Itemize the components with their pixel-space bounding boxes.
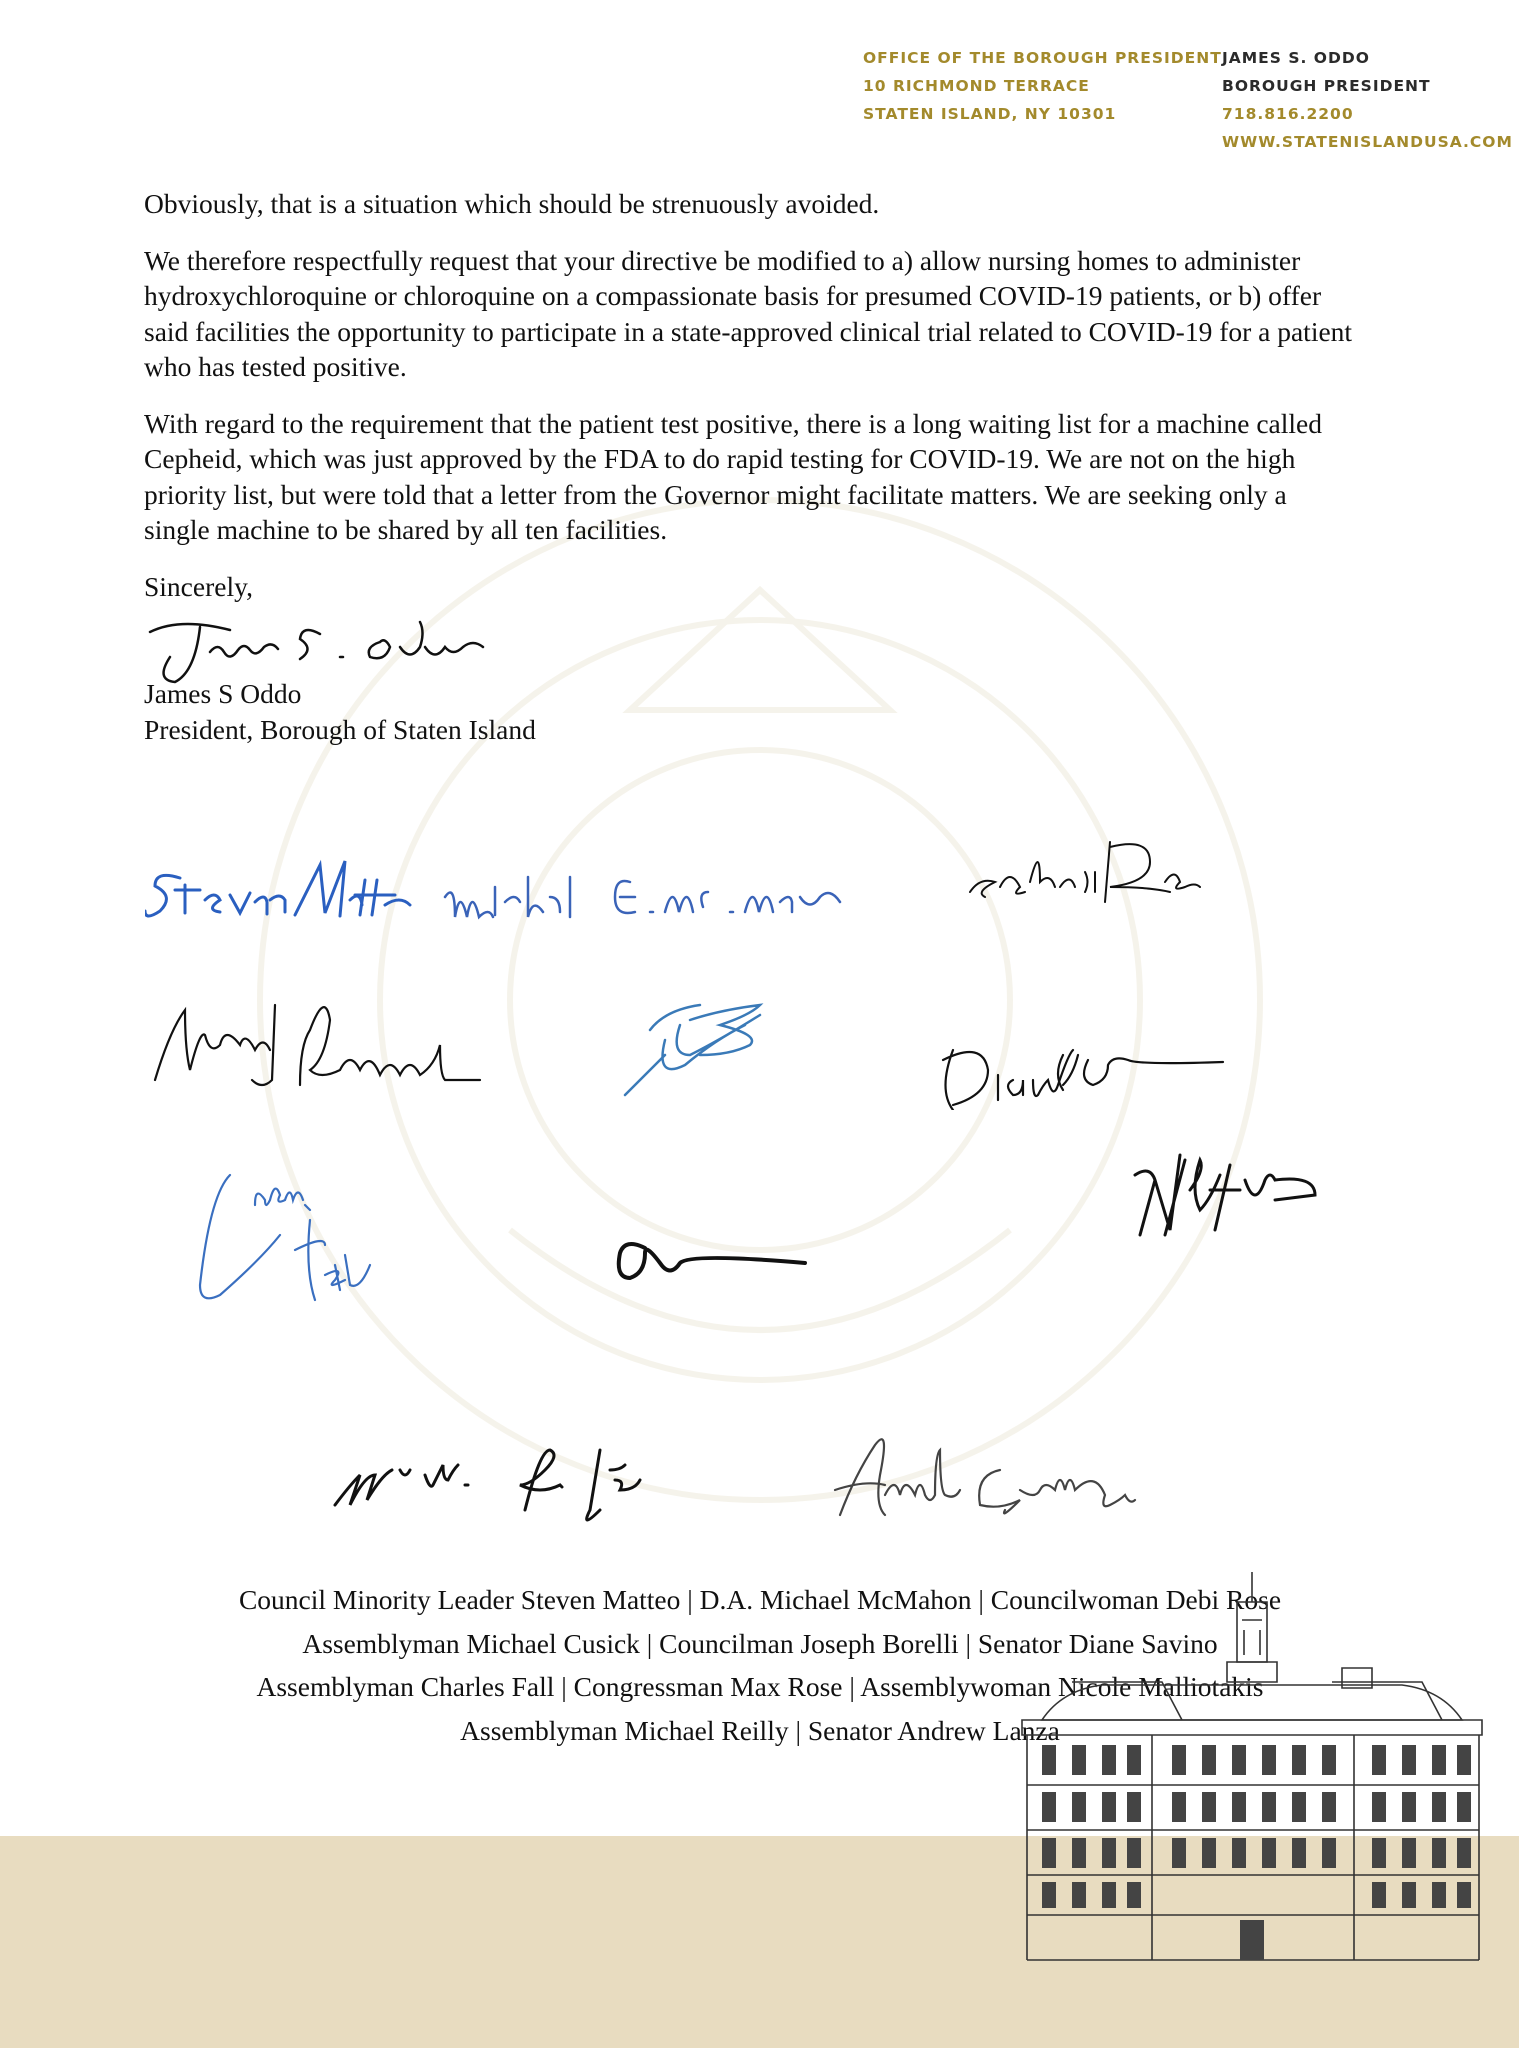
phone-number: 718.816.2200 — [1222, 105, 1354, 123]
office-name: OFFICE OF THE BOROUGH PRESIDENT — [863, 49, 1222, 67]
office-city: STATEN ISLAND, NY 10301 — [863, 105, 1117, 123]
signature-joseph-borelli — [620, 995, 800, 1100]
signature-debi-rose — [960, 832, 1240, 922]
website-link[interactable]: WWW.STATENISLANDUSA.COM — [1222, 133, 1513, 151]
letterhead-contact — [1222, 44, 1513, 156]
cosigner-line: Assemblyman Michael Reilly | Senator Andrew Lanza — [460, 1714, 1060, 1746]
paragraph: With regard to the requirement that the patient test positive, there is a long waiting list for a machine called Cepheid, which was just approved by the FDA to do rapid testing for COVID-19. We are not on the high priority list, but were told that a letter from the Governor might facilitate matters. We are seeking only a single machine to be shared by all ten facilities. — [144, 407, 1322, 545]
signature-michael-reilly — [330, 1430, 670, 1530]
signer-name: James S Oddo — [144, 678, 302, 709]
president-title: BOROUGH PRESIDENT — [1222, 77, 1431, 95]
letter-body — [144, 186, 1359, 625]
letterhead-office — [863, 44, 1222, 128]
cosigner-line: Assemblyman Charles Fall | Congressman Max Rose | Assemblywoman Nicole Malliotakis — [256, 1671, 1264, 1702]
borough-hall-illustration — [1012, 1570, 1494, 1970]
signer-block — [144, 676, 536, 748]
signature-max-rose — [610, 1230, 820, 1290]
cosigner-line: Council Minority Leader Steven Matteo | D.A. Michael McMahon | Councilwoman Debi Rose — [238, 1584, 1282, 1615]
paragraph: Obviously, that is a situation which should be strenuously avoided. — [144, 188, 880, 219]
closing: Sincerely, — [144, 570, 253, 602]
cosigner-line: Assemblyman Michael Cusick | Councilman Joseph Borelli | Senator Diane Savino — [302, 1627, 1218, 1659]
signature-nicole-malliotakis — [1130, 1150, 1370, 1240]
office-street: 10 RICHMOND TERRACE — [863, 77, 1090, 95]
signature-steven-matteo — [145, 840, 415, 930]
signature-diane-savino — [938, 1020, 1228, 1110]
president-name: JAMES S. ODDO — [1222, 49, 1370, 67]
signer-title: President, Borough of Staten Island — [144, 714, 536, 745]
signature-michael-mcmahon — [440, 862, 860, 922]
signature-charles-fall — [195, 1165, 435, 1345]
paragraph: We therefore respectfully request that your directive be modified to a) allow nursing homes to administer hydroxychloroquine or chloroquine on a compassionate basis for presumed COVID-19 patients, or b) offer said facilities the opportunity to participate in a state-approved clinical trial related to COVID-19 for a patient who has tested positive. — [144, 244, 1353, 382]
signature-andrew-lanza — [825, 1415, 1165, 1530]
signature-michael-cusick — [150, 985, 510, 1095]
